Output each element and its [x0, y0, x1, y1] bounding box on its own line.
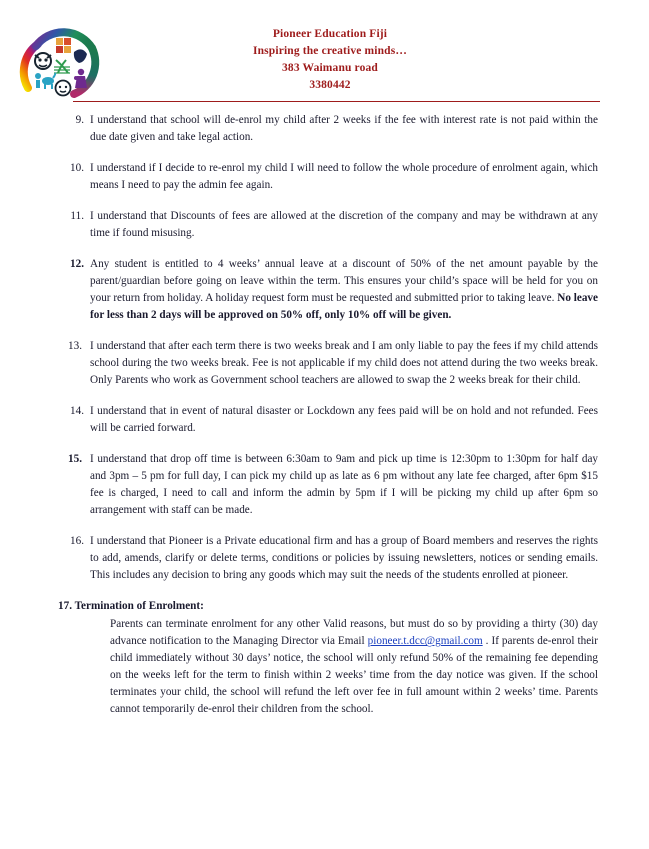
organization-tagline: Inspiring the creative minds…	[253, 44, 407, 57]
clause-10	[0, 160, 649, 194]
clause-16-number: 16.	[70, 535, 84, 548]
clause-17-text-before-email: Parents can terminate enrolment for any other Valid reasons, but must do so by providing a thirty (30) day advance notification to the Managing Director via Email	[110, 618, 598, 648]
clause-14	[0, 403, 649, 437]
clause-16	[0, 533, 649, 584]
organization-address: 383 Waimanu road	[282, 61, 378, 74]
organization-details	[180, 26, 480, 94]
clause-13-number: 13.	[68, 340, 82, 353]
clause-17-text-after-email: . If parents de-enrol their child immediately without 30 days’ notice, the school will only refund 50% of the remaining fee depending on the weeks left for the term to finish within 2 weeks’ time from the day notice was given. If the school terminates your child, the school will refund the left over fee in full amount within 2 weeks’ time. Parents cannot temporarily de-enrol their children from the school.	[110, 635, 599, 716]
clause-15-text: I understand that drop off time is between 6:30am to 9am and pick up time is 12:30pm to 1:30pm for half day and 3pm – 5 pm for full day, I can pick my child up as late as 6 pm without any late fee charged, after 6pm $15 fee is charged, I need to call and inform the admin by 5pm if I will be picking my child up after 6pm so arrangement with staff can be made.	[90, 453, 598, 517]
clause-10-number: 10.	[70, 162, 84, 175]
clause-15	[0, 451, 649, 519]
clause-9-text: I understand that school will de-enrol my child after 2 weeks if the fee with interest rate is not paid within the due date given and take legal action.	[90, 114, 598, 144]
handshake-icon	[54, 60, 70, 73]
child-face-icon	[35, 53, 51, 69]
clause-11-number: 11.	[70, 210, 84, 223]
header-divider-rule	[73, 101, 600, 102]
clause-13-text: I understand that after each term there is two weeks break and I am only liable to pay the fees if my child attends school during the two weeks break. Fee is not applicable if my child does not attend during the two weeks break. Only Parents who work as Government school teachers are allowed to swap the 2 weeks break for their child.	[90, 340, 598, 387]
organization-phone: 3380442	[309, 78, 351, 91]
pioneer-education-fiji-rainbow-logo	[18, 22, 114, 102]
bird-icon	[74, 49, 87, 63]
puzzle-piece-icon	[56, 38, 71, 53]
managing-director-email-link[interactable]: pioneer.t.dcc@gmail.com	[367, 635, 483, 648]
clause-13	[0, 338, 649, 389]
clause-14-number: 14.	[70, 405, 84, 418]
organization-name: Pioneer Education Fiji	[272, 28, 388, 40]
clause-9-number: 9.	[75, 114, 84, 126]
clause-17-text	[0, 616, 649, 718]
terms-and-conditions-body	[0, 112, 649, 718]
clause-12	[0, 256, 649, 324]
parent-and-child-icon	[74, 69, 87, 88]
smiling-face-icon	[56, 81, 71, 96]
clause-12-number: 12.	[70, 258, 84, 271]
clause-11-text: I understand that Discounts of fees are allowed at the discretion of the company and may be withdrawn at any time if found misusing.	[90, 210, 598, 240]
child-with-dog-icon	[35, 73, 55, 89]
clause-17-heading: 17. Termination of Enrolment:	[58, 600, 204, 613]
clause-14-text: I understand that in event of natural disaster or Lockdown any fees paid will be on hold and not refunded. Fees will be carried forward.	[90, 405, 598, 435]
clause-16-text: I understand that Pioneer is a Private educational firm and has a group of Board members and reserves the rights to add, amends, clarify or delete terms, conditions or policies by issuing newsletters, notices or sending emails. This includes any decision to bring any goods which may suit the needs of the students enrolled at pioneer.	[90, 535, 598, 582]
clause-17	[0, 598, 649, 718]
clause-12-text-emphasis: No leave for less than 2 days will be approved on 50% off, only 10% off will be given.	[90, 292, 598, 322]
clause-11	[0, 208, 649, 242]
clause-15-number: 15.	[68, 453, 82, 466]
clause-12-text	[90, 256, 598, 324]
clause-12-text-plain: Any student is entitled to 4 weeks’ annual leave at a discount of 50% of the net amount payable by the parent/guardian before going on leave within the term. This ensures your child’s space will be held for you on your return from holiday. A holiday request form must be requested and submitted prior to taking leave.	[90, 258, 598, 305]
letterhead	[0, 0, 649, 112]
clause-9	[0, 112, 649, 146]
clause-10-text: I understand if I decide to re-enrol my child I will need to follow the whole procedure of enrolment again, which means I need to pay the admin fee again.	[90, 162, 598, 192]
